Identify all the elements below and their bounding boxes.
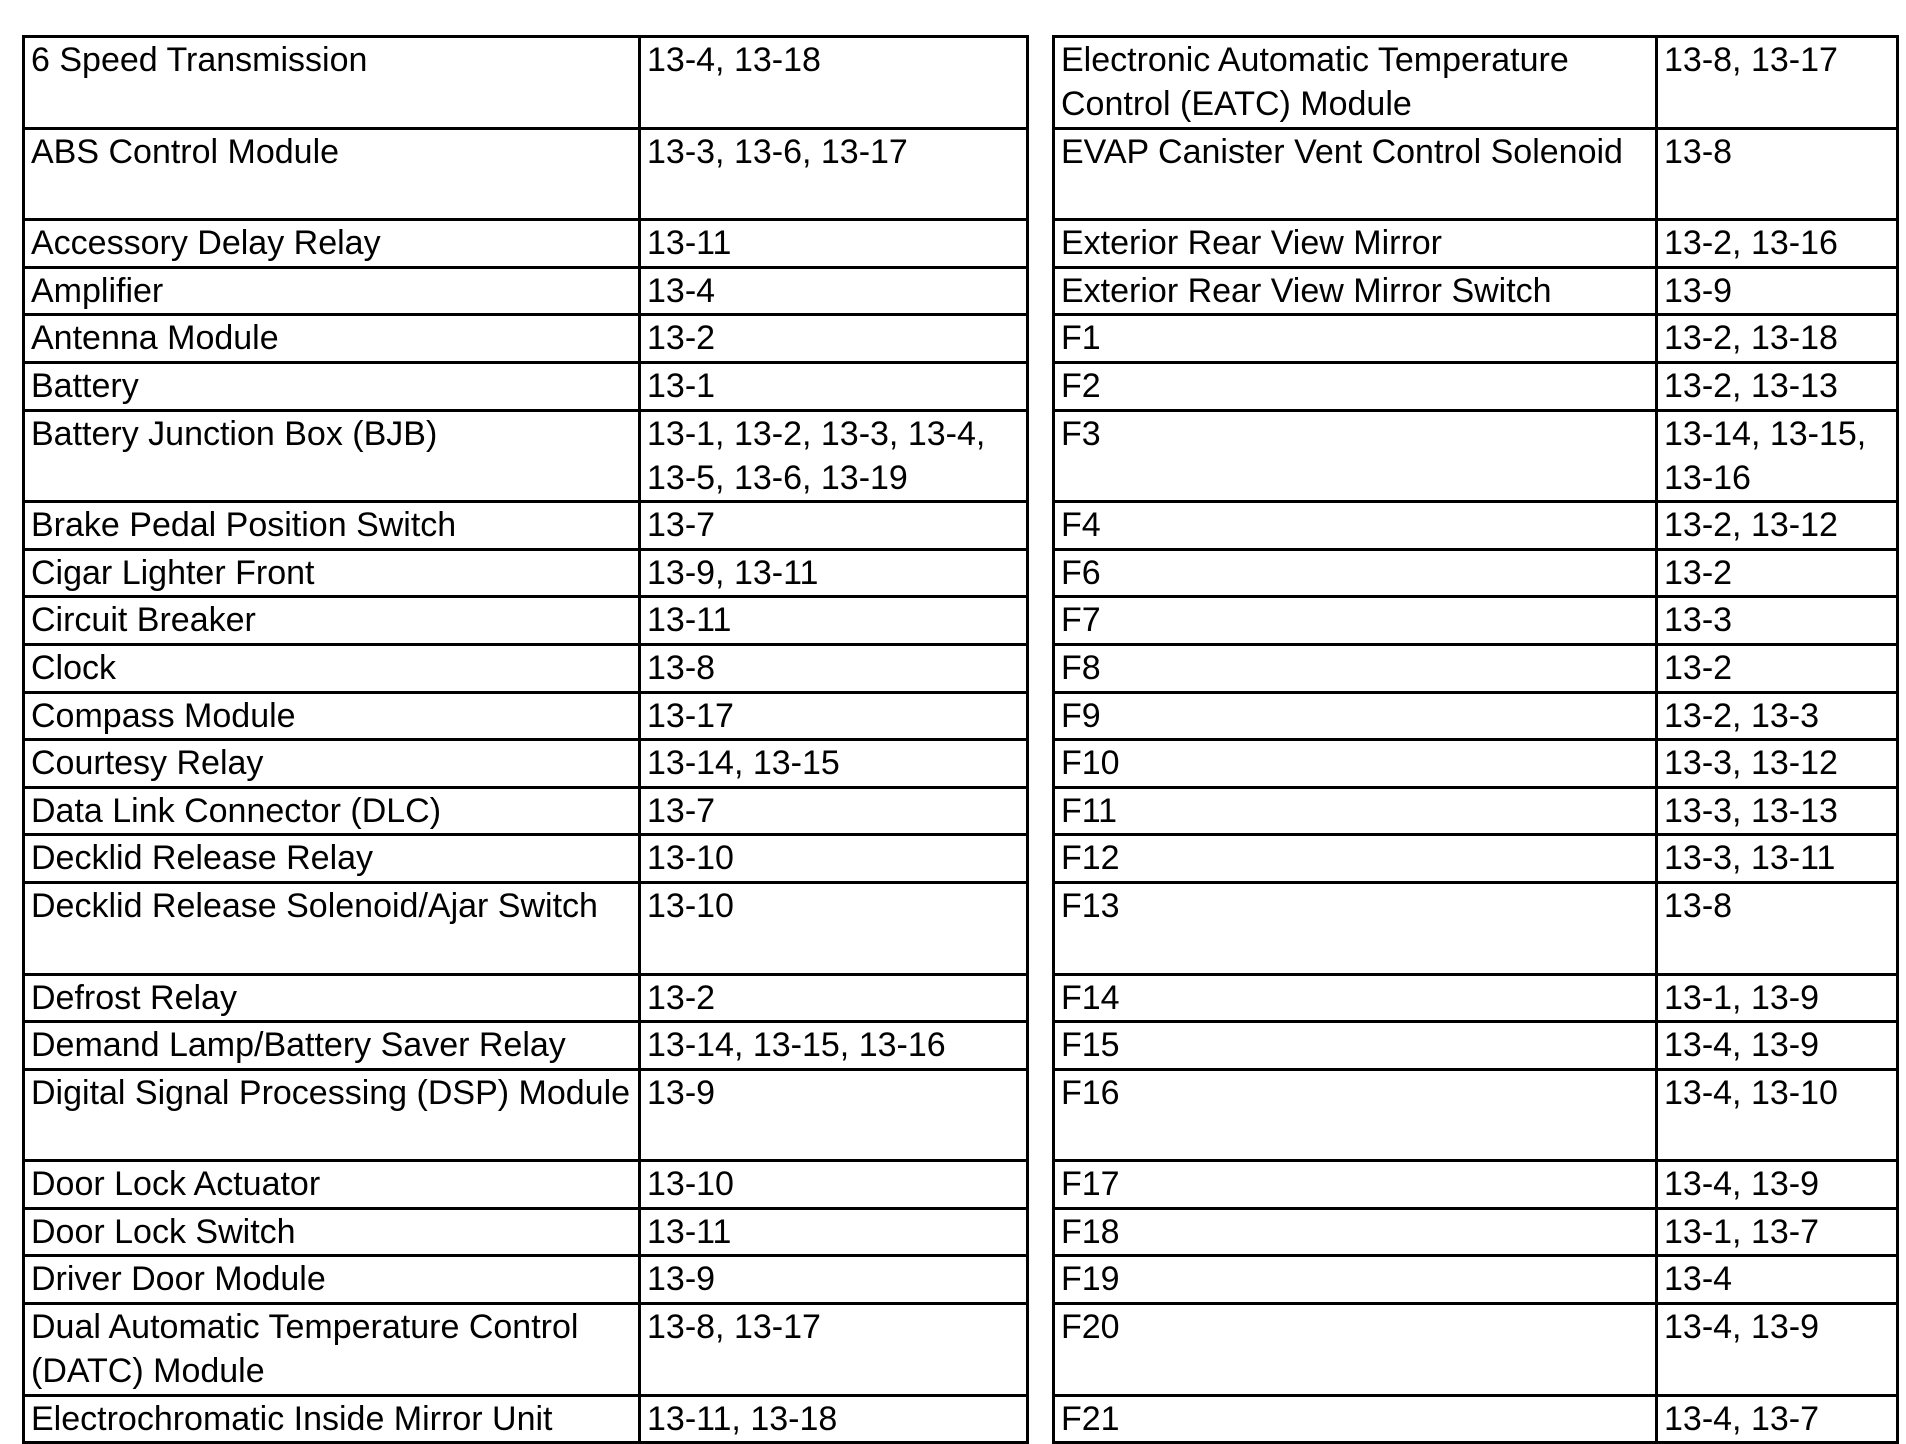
page-references: 13-11 <box>640 220 1028 268</box>
page-references: 13-2 <box>1657 549 1898 597</box>
table-row <box>24 644 1028 692</box>
component-name: Digital Signal Processing (DSP) Module <box>24 1069 640 1161</box>
page-references: 13-11 <box>640 597 1028 645</box>
component-name: Exterior Rear View Mirror Switch <box>1054 267 1657 315</box>
page-references: 13-3, 13-6, 13-17 <box>640 128 1028 220</box>
page-references: 13-2 <box>640 315 1028 363</box>
table-row <box>24 549 1028 597</box>
table-row <box>24 740 1028 788</box>
component-name: F13 <box>1054 882 1657 974</box>
table-row <box>1054 37 1898 129</box>
component-name: Battery <box>24 362 640 410</box>
page-references: 13-11 <box>640 1208 1028 1256</box>
component-name: F18 <box>1054 1208 1657 1256</box>
page-references: 13-4, 13-10 <box>1657 1069 1898 1161</box>
page-references: 13-8 <box>1657 128 1898 220</box>
table-row <box>1054 549 1898 597</box>
table-row <box>1054 220 1898 268</box>
page-references: 13-8, 13-17 <box>640 1304 1028 1396</box>
table-row <box>24 502 1028 550</box>
index-table-right-body <box>1054 37 1898 1443</box>
component-name: 6 Speed Transmission <box>24 37 640 129</box>
component-name: Data Link Connector (DLC) <box>24 787 640 835</box>
table-row <box>24 1256 1028 1304</box>
table-row <box>24 835 1028 883</box>
table-row <box>24 692 1028 740</box>
page-references: 13-9 <box>640 1256 1028 1304</box>
page-references: 13-3, 13-11 <box>1657 835 1898 883</box>
page-references: 13-14, 13-15 <box>640 740 1028 788</box>
component-name: Compass Module <box>24 692 640 740</box>
component-name: F20 <box>1054 1304 1657 1396</box>
table-row <box>1054 410 1898 502</box>
page-references: 13-14, 13-15, 13-16 <box>640 1022 1028 1070</box>
page-references: 13-1, 13-9 <box>1657 974 1898 1022</box>
page-references: 13-10 <box>640 882 1028 974</box>
component-name: F17 <box>1054 1161 1657 1209</box>
page-references: 13-7 <box>640 502 1028 550</box>
page-references: 13-9 <box>1657 267 1898 315</box>
page-references: 13-1 <box>640 362 1028 410</box>
page-references: 13-2, 13-16 <box>1657 220 1898 268</box>
component-name: Clock <box>24 644 640 692</box>
table-row <box>24 1161 1028 1209</box>
table-row <box>1054 1161 1898 1209</box>
page-references: 13-8, 13-17 <box>1657 37 1898 129</box>
table-row <box>24 128 1028 220</box>
page-references: 13-1, 13-2, 13-3, 13-4, 13-5, 13-6, 13-19 <box>640 410 1028 502</box>
table-row <box>24 37 1028 129</box>
table-row <box>1054 1304 1898 1396</box>
component-name: Accessory Delay Relay <box>24 220 640 268</box>
table-row <box>24 1022 1028 1070</box>
page-references: 13-2, 13-13 <box>1657 362 1898 410</box>
table-row <box>24 267 1028 315</box>
component-name: Brake Pedal Position Switch <box>24 502 640 550</box>
component-name: F1 <box>1054 315 1657 363</box>
table-row <box>24 882 1028 974</box>
component-name: F7 <box>1054 597 1657 645</box>
component-name: F8 <box>1054 644 1657 692</box>
page-references: 13-8 <box>1657 882 1898 974</box>
table-row <box>24 1395 1028 1443</box>
table-row <box>1054 1069 1898 1161</box>
page-references: 13-2, 13-12 <box>1657 502 1898 550</box>
table-row <box>1054 1022 1898 1070</box>
page-references: 13-3, 13-12 <box>1657 740 1898 788</box>
page-references: 13-2 <box>1657 644 1898 692</box>
component-name: Circuit Breaker <box>24 597 640 645</box>
page-references: 13-3 <box>1657 597 1898 645</box>
page-references: 13-4, 13-9 <box>1657 1022 1898 1070</box>
component-name: EVAP Canister Vent Control Solenoid <box>1054 128 1657 220</box>
component-name: Dual Automatic Temperature Control (DATC) Module <box>24 1304 640 1396</box>
table-row <box>1054 692 1898 740</box>
component-name: F14 <box>1054 974 1657 1022</box>
component-name: Battery Junction Box (BJB) <box>24 410 640 502</box>
table-row <box>24 220 1028 268</box>
component-name: F12 <box>1054 835 1657 883</box>
index-table-right <box>1052 35 1899 1444</box>
table-row <box>24 362 1028 410</box>
page-references: 13-11, 13-18 <box>640 1395 1028 1443</box>
table-row <box>1054 362 1898 410</box>
page-references: 13-10 <box>640 835 1028 883</box>
component-name: Exterior Rear View Mirror <box>1054 220 1657 268</box>
table-row <box>24 315 1028 363</box>
page-references: 13-4, 13-9 <box>1657 1304 1898 1396</box>
component-name: F6 <box>1054 549 1657 597</box>
component-name: Door Lock Switch <box>24 1208 640 1256</box>
page-references: 13-4 <box>1657 1256 1898 1304</box>
component-name: Cigar Lighter Front <box>24 549 640 597</box>
page-references: 13-14, 13-15, 13-16 <box>1657 410 1898 502</box>
table-row <box>24 410 1028 502</box>
component-name: Defrost Relay <box>24 974 640 1022</box>
page-references: 13-1, 13-7 <box>1657 1208 1898 1256</box>
component-name: F16 <box>1054 1069 1657 1161</box>
component-name: Antenna Module <box>24 315 640 363</box>
table-row <box>1054 502 1898 550</box>
table-row <box>24 1069 1028 1161</box>
table-row <box>1054 644 1898 692</box>
table-row <box>1054 315 1898 363</box>
index-table-left-body <box>24 37 1028 1443</box>
component-name: F11 <box>1054 787 1657 835</box>
page-references: 13-9 <box>640 1069 1028 1161</box>
page-references: 13-4 <box>640 267 1028 315</box>
table-row <box>1054 128 1898 220</box>
table-row <box>1054 1208 1898 1256</box>
component-name: F2 <box>1054 362 1657 410</box>
component-name: Courtesy Relay <box>24 740 640 788</box>
table-row <box>24 787 1028 835</box>
component-name: Driver Door Module <box>24 1256 640 1304</box>
page-references: 13-10 <box>640 1161 1028 1209</box>
page-references: 13-4, 13-9 <box>1657 1161 1898 1209</box>
index-table-left <box>22 35 1029 1444</box>
table-row <box>1054 1256 1898 1304</box>
table-row <box>1054 597 1898 645</box>
component-name: Electrochromatic Inside Mirror Unit <box>24 1395 640 1443</box>
page-references: 13-8 <box>640 644 1028 692</box>
component-name: F4 <box>1054 502 1657 550</box>
page-references: 13-2 <box>640 974 1028 1022</box>
table-row <box>24 1208 1028 1256</box>
table-row <box>24 974 1028 1022</box>
page-references: 13-2, 13-18 <box>1657 315 1898 363</box>
page-references: 13-17 <box>640 692 1028 740</box>
component-name: ABS Control Module <box>24 128 640 220</box>
table-row <box>1054 267 1898 315</box>
table-row <box>1054 835 1898 883</box>
component-name: Decklid Release Relay <box>24 835 640 883</box>
table-row <box>1054 882 1898 974</box>
page-references: 13-2, 13-3 <box>1657 692 1898 740</box>
component-name: Demand Lamp/Battery Saver Relay <box>24 1022 640 1070</box>
component-name: F9 <box>1054 692 1657 740</box>
component-name: F3 <box>1054 410 1657 502</box>
component-name: F19 <box>1054 1256 1657 1304</box>
page-references: 13-7 <box>640 787 1028 835</box>
component-name: F15 <box>1054 1022 1657 1070</box>
component-name: Decklid Release Solenoid/Ajar Switch <box>24 882 640 974</box>
table-row <box>24 597 1028 645</box>
page-references: 13-3, 13-13 <box>1657 787 1898 835</box>
page-references: 13-9, 13-11 <box>640 549 1028 597</box>
component-name: Door Lock Actuator <box>24 1161 640 1209</box>
component-name: Amplifier <box>24 267 640 315</box>
page-references: 13-4, 13-18 <box>640 37 1028 129</box>
component-name: F10 <box>1054 740 1657 788</box>
table-row <box>24 1304 1028 1396</box>
table-row <box>1054 740 1898 788</box>
table-row <box>1054 787 1898 835</box>
page-references: 13-4, 13-7 <box>1657 1395 1898 1443</box>
table-row <box>1054 974 1898 1022</box>
component-name: Electronic Automatic Temperature Control (EATC) Module <box>1054 37 1657 129</box>
component-name: F21 <box>1054 1395 1657 1443</box>
table-row <box>1054 1395 1898 1443</box>
